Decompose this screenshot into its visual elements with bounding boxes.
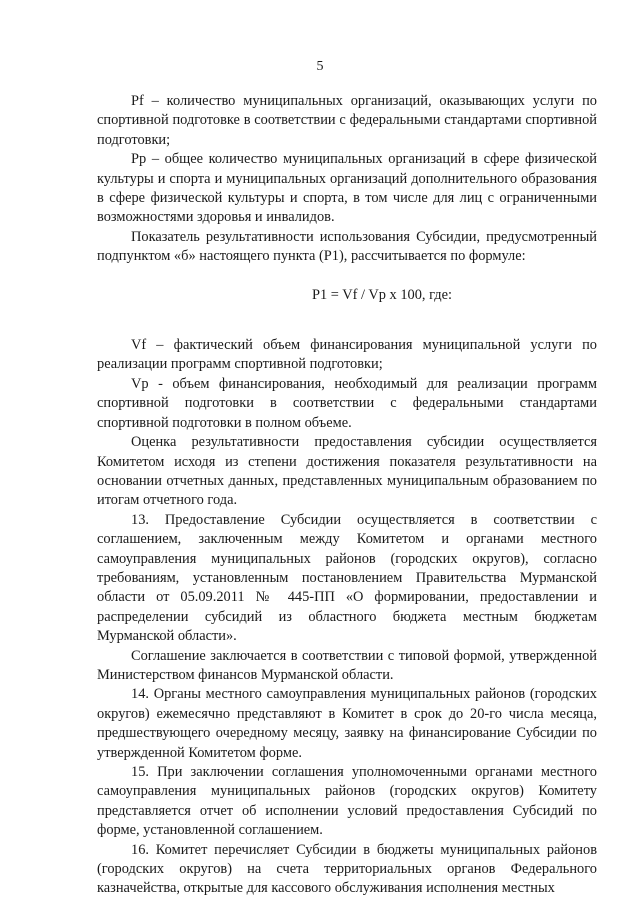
document-body — [97, 92, 597, 899]
paragraph-vp-definition: Vp - объем финансирования, необходимый для реализации программ спортивной подготовки в соответствии с федеральными стандартами спортивной подготовки в полном объеме. — [97, 375, 597, 431]
formula-p1: P1 = Vf / Vp x 100, где: — [311, 286, 453, 303]
paragraph-pf-definition: Pf – количество муниципальных организаций, оказывающих услуги по спортивной подготовке в соответствии с федеральными стандартами спортивной подготовки; — [97, 93, 597, 148]
paragraph-item-14: 14. Органы местного самоуправления муниципальных районов (городских округов) ежемесячно представляют в Комитет в срок до 20-го числа месяца, предшествующего очередному месяцу, заявку на финансирование Субсидии по утвержденной Комитетом форме. — [97, 686, 597, 761]
paragraph-item-16: 16. Комитет перечисляет Субсидии в бюджеты муниципальных районов (городских округов) на счета территориальных органов Федерального казначейства, открытые для кассового обслуживания исполнения местных — [97, 841, 597, 897]
paragraph-agreement: Соглашение заключается в соответствии с типовой формой, утвержденной Министерством финансов Мурманской области. — [97, 647, 597, 683]
page-number: 5 — [316, 59, 324, 74]
paragraph-vf-definition: Vf – фактический объем финансирования муниципальной услуги по реализации программ спортивной подготовки; — [97, 337, 597, 373]
paragraph-item-13: 13. Предоставление Субсидии осуществляется в соответствии с соглашением, заключенным между Комитетом и органами местного самоуправления муниципальных районов (городских округов), согласно требованиям, установленным постановлением Правительства Мурманской области от 05.09.2011 № 445-ПП «О формировании, предоставлении и распределении субсидий из областного бюджета местным бюджетам Мурманской области». — [97, 511, 597, 645]
paragraph-pp-definition: Pp – общее количество муниципальных организаций в сфере физической культуры и спорта и муниципальных организаций дополнительного образования в сфере физической культуры и спорта, в том числе для лиц с ограниченными возможностями здоровья и инвалидов. — [97, 151, 597, 226]
paragraph-item-15: 15. При заключении соглашения уполномоченными органами местного самоуправления муниципальных районов (городских округов) Комитету представляется отчет об исполнении условий предоставления Субсидий по форме, установленной соглашением. — [97, 764, 597, 839]
paragraph-indicator-intro: Показатель результативности использования Субсидии, предусмотренный подпунктом «б» настоящего пункта (P1), рассчитывается по формуле: — [97, 228, 597, 265]
paragraph-evaluation: Оценка результативности предоставления субсидии осуществляется Комитетом исходя из степени достижения показателя результативности на основании отчетных данных, представленных муниципальным образованием по итогам отчетного года. — [97, 434, 597, 509]
